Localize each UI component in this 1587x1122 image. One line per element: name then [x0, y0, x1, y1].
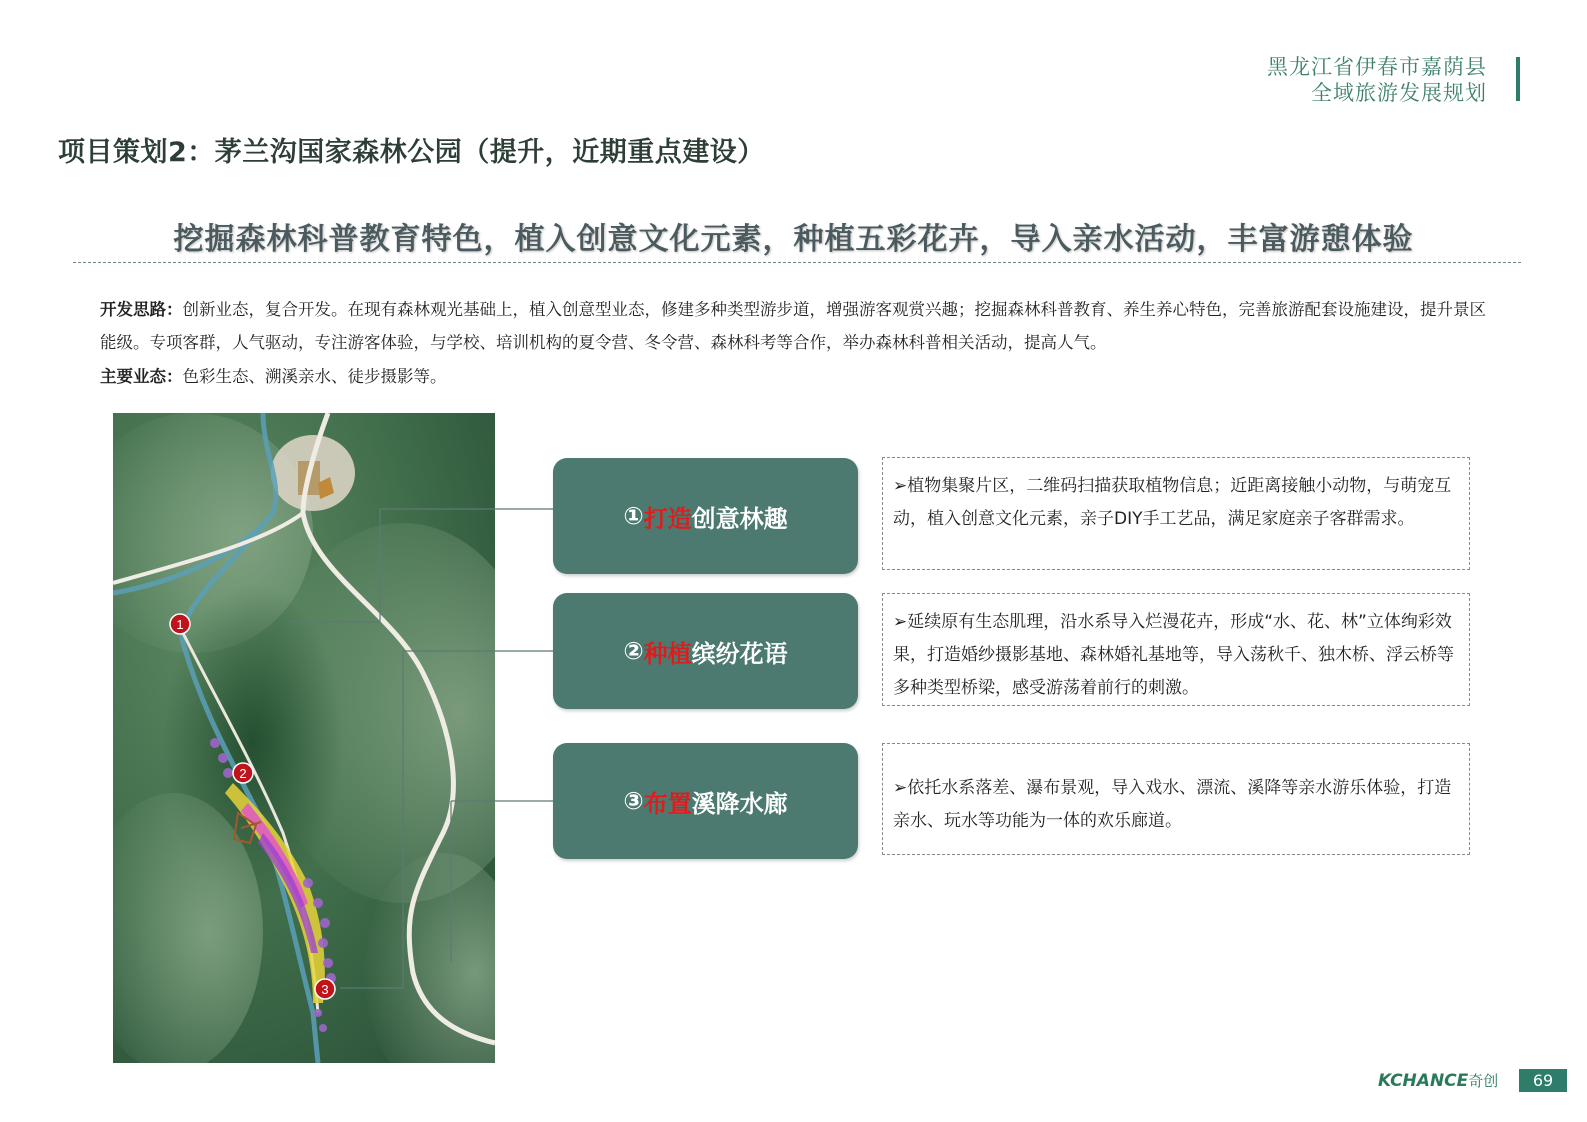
- callout-3-highlight: 布置: [643, 789, 692, 818]
- development-text: 创新业态，复合开发。在现有森林观光基础上，植入创意型业态，修建多种类型游步道，增强游客观赏兴趣；挖掘森林科普教育、养生养心特色，完善旅游配套设施建设，提升景区能级。专项客群，人气驱动，专注游客体验，与学校、培训机构的夏令营、冬令营、森林科考等合作，举办森林科普相关活动，提高人气。: [100, 300, 1486, 352]
- business-paragraph: [100, 360, 1495, 393]
- satellite-map: [113, 413, 495, 1063]
- callout-2-highlight: 种植: [643, 639, 692, 668]
- development-label: 开发思路：: [100, 300, 183, 319]
- brand-name-cn: 奇创: [1468, 1072, 1499, 1090]
- subtitle-divider: [73, 262, 1521, 263]
- brand-name: KCHANCE: [1378, 1071, 1469, 1091]
- callout-3-number: ③: [623, 787, 644, 815]
- callout-water-corridor: [553, 743, 858, 859]
- callout-2-text: 缤纷花语: [691, 639, 788, 668]
- map-marker-1: [170, 614, 190, 634]
- page-number: 69: [1519, 1069, 1567, 1092]
- callout-1-text: 创意林趣: [691, 504, 788, 533]
- callout-creative-forest: [553, 458, 858, 574]
- map-marker-3-label: 3: [321, 982, 329, 997]
- page-title: 项目策划2：茅兰沟国家森林公园（提升，近期重点建设）: [58, 137, 765, 168]
- region-line-1: 黑龙江省伊春市嘉荫县: [1267, 55, 1487, 79]
- callout-3-description: ➢依托水系落差、瀑布景观，导入戏水、漂流、溪降等亲水游乐体验，打造亲水、玩水等功能为一体的欢乐廊道。: [882, 743, 1470, 855]
- callout-2-description: ➢延续原有生态肌理，沿水系导入烂漫花卉，形成“水、花、林”立体绚彩效果，打造婚纱摄影基地、森林婚礼基地等，导入荡秋千、独木桥、浮云桥等多种类型桥梁，感受游荡着前行的刺激。: [882, 593, 1470, 706]
- map-marker-1-label: 1: [176, 617, 184, 632]
- callout-1-description: ➢植物集聚片区，二维码扫描获取植物信息；近距离接触小动物，与萌宠互动，植入创意文化元素，亲子DIY手工艺品，满足家庭亲子客群需求。: [882, 457, 1470, 570]
- map-marker-3: [315, 979, 335, 999]
- subtitle: 挖掘森林科普教育特色，植入创意文化元素，种植五彩花卉，导入亲水活动，丰富游憩体验: [173, 222, 1414, 257]
- brand-logo: [1378, 1070, 1498, 1091]
- region-title: [1267, 54, 1487, 106]
- business-text: 色彩生态、溯溪亲水、徒步摄影等。: [182, 367, 447, 386]
- map-marker-2: [233, 763, 253, 783]
- header-accent-bar: [1516, 57, 1520, 101]
- callout-2-number: ②: [623, 637, 644, 665]
- region-line-2: 全域旅游发展规划: [1311, 81, 1487, 105]
- development-paragraph: [100, 293, 1495, 359]
- business-label: 主要业态：: [100, 367, 183, 386]
- callout-1-number: ①: [623, 502, 644, 530]
- callout-3-text: 溪降水廊: [691, 789, 788, 818]
- callout-1-highlight: 打造: [643, 504, 692, 533]
- callout-flower-planting: [553, 593, 858, 709]
- map-marker-2-label: 2: [239, 766, 247, 781]
